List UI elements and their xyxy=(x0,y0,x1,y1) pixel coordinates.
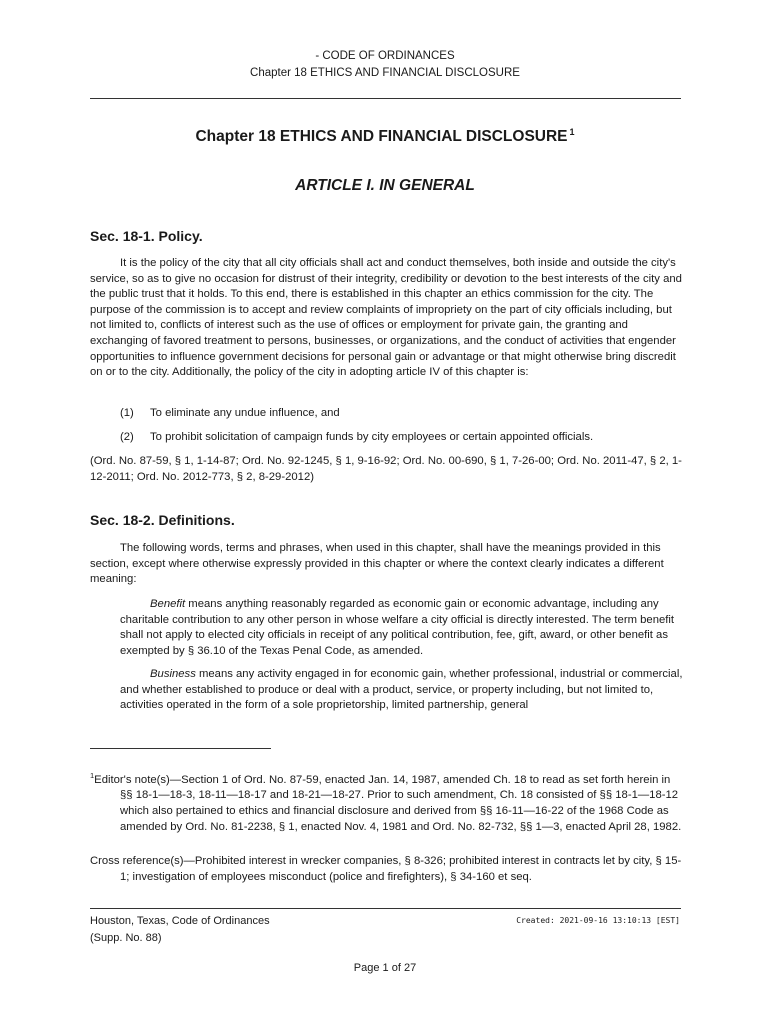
list-item-text: To prohibit solicitation of campaign funds by city employees or certain appointed officials. xyxy=(150,431,594,443)
definition-term: Business xyxy=(150,668,196,680)
article-heading: ARTICLE I. IN GENERAL xyxy=(295,177,475,194)
definition-benefit xyxy=(120,597,685,659)
footer-source xyxy=(90,913,270,947)
list-item-number: (2) xyxy=(120,431,134,443)
chapter-title-text: Chapter 18 ETHICS AND FINANCIAL DISCLOSURE xyxy=(195,128,568,146)
section-18-2-intro xyxy=(90,541,685,588)
definition-text: means any activity engaged in for economic gain, whether professional, industrial or commercial, and whether established to produce or deal with a product, service, or property including, but not limited to, activities operated in the form of a sole proprietorship, limited partnership, general xyxy=(120,668,683,712)
footer-supp: (Supp. No. 88) xyxy=(90,932,162,944)
chapter-title xyxy=(0,127,770,146)
footnote-editors-note xyxy=(90,768,685,835)
definition-business xyxy=(120,667,685,714)
section-18-2-intro-text: The following words, terms and phrases, when used in this chapter, shall have the meanings provided in this section, except where otherwise expressly provided in this chapter or where the context clearly indicates a different meaning: xyxy=(90,542,664,586)
footer-created-timestamp: Created: 2021-09-16 13:10:13 [EST] xyxy=(516,916,680,925)
list-item-number: (1) xyxy=(120,407,134,419)
list-item xyxy=(120,406,685,422)
running-header-line2: Chapter 18 ETHICS AND FINANCIAL DISCLOSURE xyxy=(250,67,520,79)
section-heading-18-2: Sec. 18-2. Definitions. xyxy=(90,512,235,528)
footnote-ref[interactable]: 1 xyxy=(569,127,575,137)
header-divider xyxy=(90,98,681,99)
list-item-text: To eliminate any undue influence, and xyxy=(150,407,340,419)
footnote-mark: 1 xyxy=(90,771,95,780)
page-number: Page 1 of 27 xyxy=(353,962,417,974)
section-heading-18-1: Sec. 18-1. Policy. xyxy=(90,228,203,244)
footnote-cross-reference: Cross reference(s)—Prohibited interest in wrecker companies, § 8-326; prohibited interest in contracts let by city, § 15-1; investigation of employees misconduct (police and firefighters), § 34-160 et seq. xyxy=(90,855,682,883)
footer-divider xyxy=(90,908,681,909)
section-18-1-text: It is the policy of the city that all city officials shall act and conduct themselves, both inside and outside the city's service, so as to give no occasion for distrust of their integrity, credibility or devotion to the best interests of the city and the public trust that it holds. To this end, there is established in this chapter an ethics commission for the city. The purpose of the commission is to accept and review complaints of impropriety on the part of city officials including, but not limited to, conflicts of interest such as the use of offices or employment for private gain, the granting and exchanging of favored treatment to persons, businesses, or organizations, and the conduct of activities that engender opportunities to influence government decisions for personal gain or advantage or that might otherwise bring discredit on or to the city. Additionally, the policy of the city in adopting article IV of this chapter is: xyxy=(90,257,682,379)
footnote-divider xyxy=(90,748,271,749)
list-item xyxy=(120,430,685,446)
footnote-editors-note-text: Editor's note(s)—Section 1 of Ord. No. 87-59, enacted Jan. 14, 1987, amended Ch. 18 to read as set forth herein in §§ 18-1—18-3, 18-11—18-17 and 18-21—18-27. Prior to such amendment, Ch. 18 consisted of §§ 18-1—18-12 which also pertained to ethics and financial disclosure and derived from §§ 16-11—16-22 of the 1968 Code as amended by Ord. No. 81-2238, § 1, enacted Nov. 4, 1981 and Ord. No. 82-732, §§ 1—3, enacted April 28, 1982. xyxy=(94,773,682,833)
section-18-1-body xyxy=(90,256,685,381)
definition-text: means anything reasonably regarded as economic gain or economic advantage, including any charitable contribution to any other person in whose welfare a city official is directly interested. The term benefit shall not apply to elected city officials in receipt of any political contribution, fee, gift, award, or other benefit as exempted by § 36.10 of the Texas Penal Code, as amended. xyxy=(120,598,675,657)
running-header-line1: - CODE OF ORDINANCES xyxy=(315,50,455,62)
definition-term: Benefit xyxy=(150,598,186,610)
footer-source-text: Houston, Texas, Code of Ordinances xyxy=(90,915,270,927)
section-18-1-history: (Ord. No. 87-59, § 1, 1-14-87; Ord. No. 92-1245, § 1, 9-16-92; Ord. No. 00-690, § 1, 7-26-00; Ord. No. 2011-47, § 2, 1-12-2011; Ord. No. 2012-773, § 2, 8-29-2012) xyxy=(90,455,682,483)
